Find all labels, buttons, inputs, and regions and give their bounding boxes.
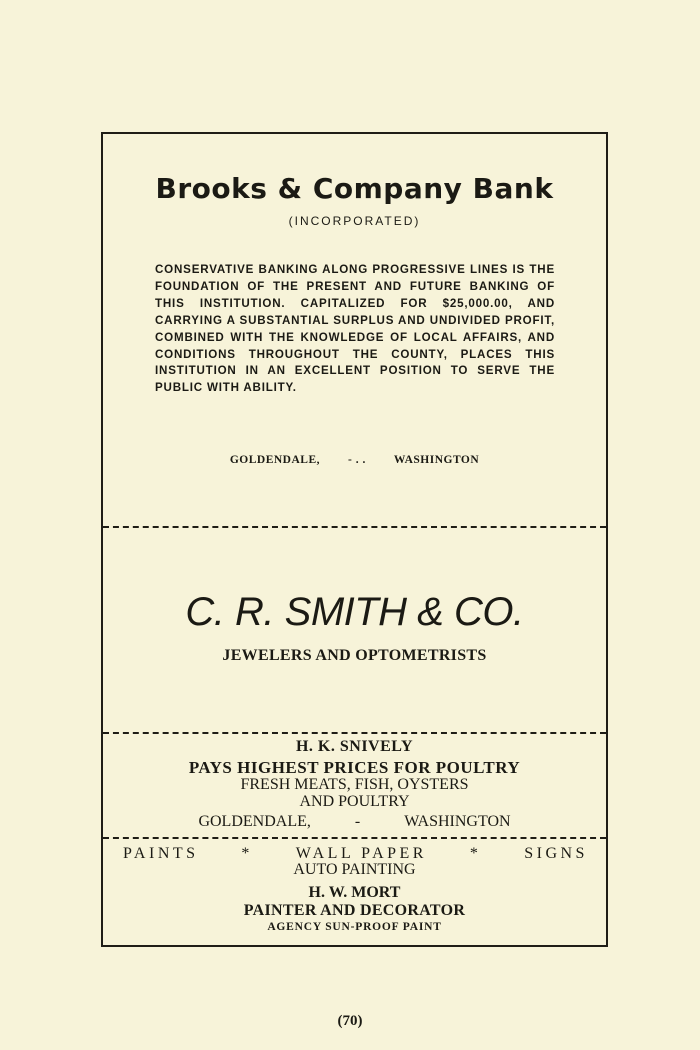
bank-address xyxy=(103,454,606,466)
mort-service-item: WALL PAPER xyxy=(295,845,427,862)
bank-state: WASHINGTON xyxy=(393,454,480,466)
smith-tagline: JEWELERS AND OPTOMETRISTS xyxy=(222,647,487,664)
snively-state: WASHINGTON xyxy=(404,813,511,830)
mort-service-star: * xyxy=(469,845,482,862)
snively-line-2: FRESH MEATS, FISH, OYSTERS xyxy=(240,776,469,793)
mort-auto-painting: AUTO PAINTING xyxy=(293,861,416,878)
bank-city: GOLDENDALE, xyxy=(229,454,320,466)
mort-service-star: * xyxy=(241,845,253,862)
snively-city: GOLDENDALE, xyxy=(198,813,311,830)
bank-title: Brooks & Company Bank xyxy=(155,172,554,205)
divider-rule xyxy=(103,526,606,528)
bank-subtitle: (INCORPORATED) xyxy=(288,214,421,228)
snively-line-1: PAYS HIGHEST PRICES FOR POULTRY xyxy=(188,758,521,777)
mort-name: H. W. MORT xyxy=(308,884,401,901)
mort-service-item: PAINTS xyxy=(123,845,199,862)
snively-name: H. K. SNIVELY xyxy=(295,738,414,755)
mort-service-item: SIGNS xyxy=(524,845,588,862)
snively-separator: - xyxy=(354,813,361,830)
snively-line-3: AND POULTRY xyxy=(299,793,410,810)
bank-description: CONSERVATIVE BANKING ALONG PROGRESSIVE LINES IS THE FOUNDATION OF THE PRESENT AND FUTURE BANKING OF THIS INSTITUTION. CAPITALIZED FOR $25,000.00, AND CARRYING A SUBSTANTIAL SURPLUS AND UNDIVIDED PROFIT, COMBINED WITH THE KNOWLEDGE OF LOCAL AFFAIRS, AND CONDITIONS THROUGHOUT THE COUNTY, PLACES THIS INSTITUTION IN AN EXCELLENT POSITION TO SERVE THE PUBLIC WITH ABILITY. xyxy=(155,263,555,395)
divider-rule xyxy=(103,837,606,839)
smith-title: C. R. SMITH & CO. xyxy=(185,590,524,634)
page-number: (70) xyxy=(337,1013,363,1029)
bank-separator: - . . xyxy=(348,454,366,466)
snively-address xyxy=(103,814,606,831)
mort-agency: AGENCY SUN-PROOF PAINT xyxy=(267,921,442,933)
divider-rule xyxy=(103,732,606,734)
mort-trade: PAINTER AND DECORATOR xyxy=(243,902,466,919)
